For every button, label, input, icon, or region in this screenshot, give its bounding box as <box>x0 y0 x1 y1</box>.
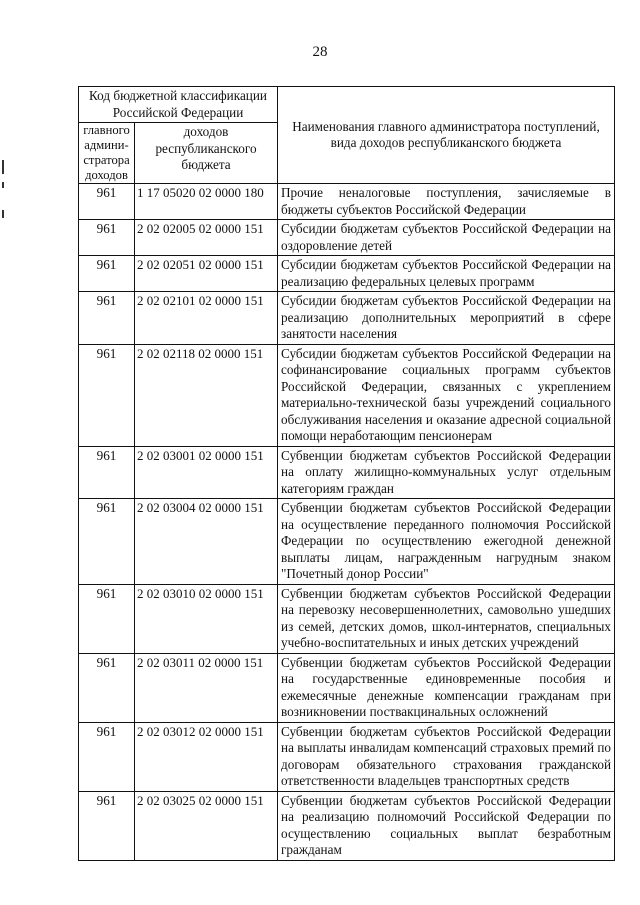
table-row <box>79 584 615 653</box>
header-classification-group: Код бюджетной классификации Российской Федерации <box>79 87 278 123</box>
budget-classification-table <box>78 86 615 861</box>
income-code-cell: 2 02 02101 02 0000 151 <box>135 292 278 345</box>
admin-code-cell: 961 <box>79 791 135 860</box>
income-name-cell: Субвенции бюджетам субъектов Российской Федерации на осуществление переданного полномочия Российской Федерации по осуществлению ежегодной денежной выплаты лицам, награжденным нагрудным знаком "Почетный донор России" <box>278 499 615 585</box>
income-name-cell: Субсидии бюджетам субъектов Российской Федерации на софинансирование социальных программ субъектов Российской Федерации, связанных с укреплением материально-технической базы учреждений социального обслуживания населения и оказание адресной социальной помощи неработающим пенсионерам <box>278 344 615 446</box>
admin-code-cell: 961 <box>79 499 135 585</box>
income-code-cell: 2 02 03025 02 0000 151 <box>135 791 278 860</box>
income-name-cell: Субвенции бюджетам субъектов Российской Федерации на перевозку несовершеннолетних, самовольно ушедших из семей, детских домов, школ-интернатов, специальных учебно-воспитательных и иных детских учреждений <box>278 584 615 653</box>
scan-artifact <box>2 160 4 174</box>
income-code-cell: 2 02 03012 02 0000 151 <box>135 722 278 791</box>
income-code-cell: 2 02 03001 02 0000 151 <box>135 446 278 499</box>
admin-code-cell: 961 <box>79 292 135 345</box>
header-administrator-name: Наименования главного администратора поступлений, вида доходов республиканского бюджета <box>278 87 615 184</box>
income-name-cell: Субвенции бюджетам субъектов Российской Федерации на реализацию полномочий Российской Федерации по осуществлению социальных выплат безработным гражданам <box>278 791 615 860</box>
admin-code-cell: 961 <box>79 722 135 791</box>
admin-code-cell: 961 <box>79 653 135 722</box>
admin-code-cell: 961 <box>79 446 135 499</box>
income-code-cell: 1 17 05020 02 0000 180 <box>135 184 278 220</box>
income-code-cell: 2 02 03010 02 0000 151 <box>135 584 278 653</box>
income-name-cell: Субвенции бюджетам субъектов Российской Федерации на оплату жилищно-коммунальных услуг отдельным категориям граждан <box>278 446 615 499</box>
income-code-cell: 2 02 02118 02 0000 151 <box>135 344 278 446</box>
table-row <box>79 292 615 345</box>
table-row <box>79 446 615 499</box>
income-name-cell: Субсидии бюджетам субъектов Российской Федерации на реализацию дополнительных мероприятий в сфере занятости населения <box>278 292 615 345</box>
income-name-cell: Субсидии бюджетам субъектов Российской Федерации на реализацию федеральных целевых программ <box>278 256 615 292</box>
page-number: 28 <box>312 44 328 60</box>
table-row <box>79 256 615 292</box>
table-row <box>79 653 615 722</box>
scan-artifact <box>2 210 4 218</box>
income-code-cell: 2 02 03011 02 0000 151 <box>135 653 278 722</box>
admin-code-cell: 961 <box>79 584 135 653</box>
admin-code-cell: 961 <box>79 184 135 220</box>
table-row <box>79 184 615 220</box>
admin-code-cell: 961 <box>79 220 135 256</box>
admin-code-cell: 961 <box>79 256 135 292</box>
income-code-cell: 2 02 02005 02 0000 151 <box>135 220 278 256</box>
table-row <box>79 722 615 791</box>
table-row <box>79 499 615 585</box>
scan-artifact <box>2 182 4 188</box>
header-income-code: доходов республиканского бюджета <box>135 123 278 184</box>
income-code-cell: 2 02 02051 02 0000 151 <box>135 256 278 292</box>
income-code-cell: 2 02 03004 02 0000 151 <box>135 499 278 585</box>
header-main-administrator: главного админи-стратора доходов <box>79 123 135 184</box>
table-row <box>79 344 615 446</box>
income-name-cell: Прочие неналоговые поступления, зачисляемые в бюджеты субъектов Российской Федерации <box>278 184 615 220</box>
income-name-cell: Субвенции бюджетам субъектов Российской Федерации на государственные единовременные пособия и ежемесячные денежные компенсации гражданам при возникновении поствакцинальных осложнений <box>278 653 615 722</box>
income-name-cell: Субсидии бюджетам субъектов Российской Федерации на оздоровление детей <box>278 220 615 256</box>
table-row <box>79 220 615 256</box>
table-header-row <box>79 87 615 123</box>
income-name-cell: Субвенции бюджетам субъектов Российской Федерации на выплаты инвалидам компенсаций страховых премий по договорам обязательного страхования гражданской ответственности владельцев транспортных средств <box>278 722 615 791</box>
admin-code-cell: 961 <box>79 344 135 446</box>
table-row <box>79 791 615 860</box>
